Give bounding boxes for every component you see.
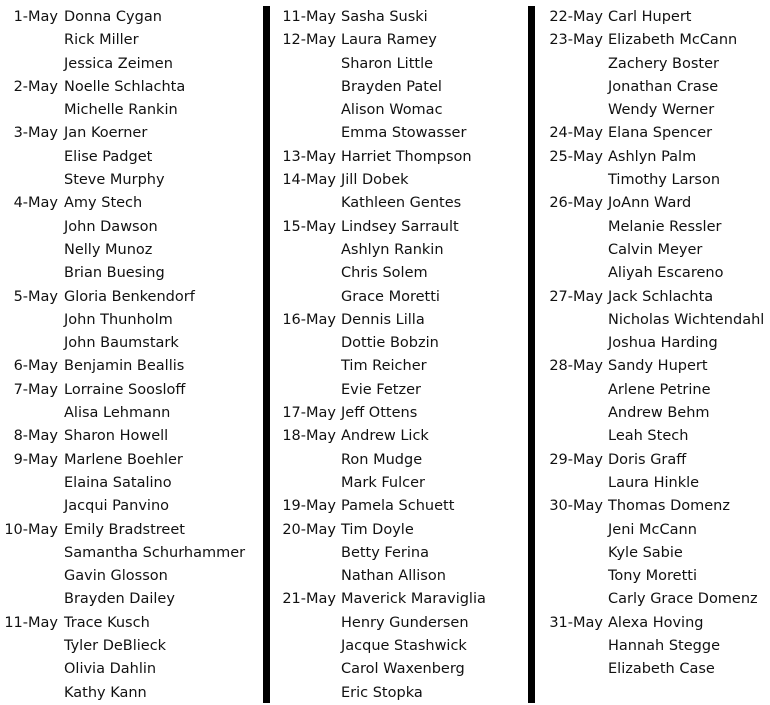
list-item	[270, 472, 528, 495]
list-item	[0, 472, 258, 495]
person-name: Evie Fetzer	[341, 381, 421, 398]
date-label: 23-May	[549, 32, 603, 49]
list-item	[270, 495, 528, 518]
person-name: Eric Stopka	[341, 684, 423, 701]
list-item	[270, 99, 528, 122]
list-item	[536, 332, 770, 355]
person-name: Ron Mudge	[341, 451, 423, 468]
list-item	[270, 76, 528, 99]
person-name: Chris Solem	[341, 265, 428, 282]
person-name: Emily Bradstreet	[64, 521, 185, 538]
person-name: Thomas Domenz	[608, 498, 730, 515]
person-name: Grace Moretti	[341, 288, 440, 305]
list-item	[270, 449, 528, 472]
person-name: Tim Doyle	[341, 521, 414, 538]
list-item	[0, 332, 258, 355]
person-name: Noelle Schlachta	[64, 78, 186, 95]
date-label: 21-May	[282, 591, 336, 608]
person-name: Maverick Maraviglia	[341, 591, 486, 608]
date-label: 16-May	[282, 311, 336, 328]
list-item	[270, 53, 528, 76]
person-name: Sasha Suski	[341, 9, 428, 25]
list-item	[536, 122, 770, 145]
person-name: Pamela Schuett	[341, 498, 455, 515]
person-name: Kathy Kann	[64, 684, 147, 701]
list-item	[270, 519, 528, 542]
person-name: Ashlyn Rankin	[341, 241, 444, 258]
list-item	[0, 6, 258, 29]
person-name: Melanie Ressler	[608, 218, 722, 235]
list-item	[270, 565, 528, 588]
person-name: Wendy Werner	[608, 102, 715, 119]
person-name: Tyler DeBlieck	[64, 638, 167, 655]
list-item	[536, 449, 770, 472]
list-column-2	[270, 6, 528, 705]
list-item	[0, 612, 258, 635]
person-name: Steve Murphy	[64, 172, 165, 189]
list-item	[270, 286, 528, 309]
list-item	[536, 216, 770, 239]
list-item	[270, 122, 528, 145]
person-name: Tim Reicher	[341, 358, 427, 375]
person-name: JoAnn Ward	[608, 195, 692, 212]
person-name: Sharon Howell	[64, 428, 169, 445]
list-item	[536, 495, 770, 518]
list-item	[0, 402, 258, 425]
list-item	[536, 29, 770, 52]
person-name: John Baumstark	[64, 335, 179, 352]
list-item	[0, 658, 258, 681]
person-name: Lindsey Sarrault	[341, 218, 459, 235]
list-item	[270, 29, 528, 52]
list-item	[270, 262, 528, 285]
person-name: Amy Stech	[64, 195, 143, 212]
list-item	[536, 379, 770, 402]
date-label: 4-May	[13, 195, 58, 212]
list-item	[0, 309, 258, 332]
list-item	[0, 262, 258, 285]
list-item	[0, 192, 258, 215]
list-item	[536, 472, 770, 495]
date-label: 27-May	[549, 288, 603, 305]
date-label: 25-May	[549, 148, 603, 165]
person-name: Nelly Munoz	[64, 241, 153, 258]
person-name: Nathan Allison	[341, 568, 446, 585]
person-name: Nicholas Wichtendahl	[608, 311, 765, 328]
list-item	[536, 402, 770, 425]
list-item	[270, 542, 528, 565]
date-label: 20-May	[282, 521, 336, 538]
list-item	[536, 262, 770, 285]
person-name: Jacqui Panvino	[64, 498, 170, 515]
person-name: Brian Buesing	[64, 265, 165, 282]
person-name: Ashlyn Palm	[608, 148, 697, 165]
list-item	[0, 495, 258, 518]
list-item	[536, 658, 770, 681]
person-name: Jack Schlachta	[608, 288, 714, 305]
person-name: Brayden Dailey	[64, 591, 175, 608]
date-label: 17-May	[282, 405, 336, 422]
person-name: Mark Fulcer	[341, 474, 425, 491]
list-item	[0, 216, 258, 239]
person-name: Andrew Lick	[341, 428, 429, 445]
person-name: Carly Grace Domenz	[608, 591, 758, 608]
date-label: 30-May	[549, 498, 603, 515]
person-name: Betty Ferina	[341, 544, 429, 561]
list-item	[270, 588, 528, 611]
list-item	[0, 76, 258, 99]
date-label: 8-May	[13, 428, 58, 445]
date-label: 9-May	[13, 451, 58, 468]
list-item	[536, 76, 770, 99]
person-name: Benjamin Beallis	[64, 358, 185, 375]
person-name: Jonathan Crase	[608, 78, 719, 95]
list-item	[270, 402, 528, 425]
person-name: Samantha Schurhammer	[64, 544, 246, 561]
list-item	[536, 355, 770, 378]
list-item	[270, 239, 528, 262]
list-item	[270, 379, 528, 402]
list-item	[536, 425, 770, 448]
list-item	[270, 612, 528, 635]
list-item	[270, 332, 528, 355]
list-item	[536, 309, 770, 332]
person-name: Alison Womac	[341, 102, 443, 119]
person-name: Gloria Benkendorf	[64, 288, 195, 305]
date-label: 31-May	[549, 614, 603, 631]
person-name: Henry Gundersen	[341, 614, 469, 631]
list-item	[536, 99, 770, 122]
list-item	[0, 122, 258, 145]
list-item	[0, 682, 258, 705]
list-item	[536, 565, 770, 588]
date-label: 7-May	[13, 381, 58, 398]
person-name: Gavin Glosson	[64, 568, 168, 585]
person-name: Andrew Behm	[608, 405, 710, 422]
person-name: Doris Graff	[608, 451, 687, 468]
person-name: Elaina Satalino	[64, 474, 172, 491]
person-name: Elise Padget	[64, 148, 153, 165]
person-name: Jacque Stashwick	[341, 638, 467, 655]
person-name: Elizabeth McCann	[608, 32, 738, 49]
date-label: 14-May	[282, 172, 336, 189]
list-item	[0, 99, 258, 122]
person-name: Emma Stowasser	[341, 125, 467, 142]
person-name: Dennis Lilla	[341, 311, 425, 328]
person-name: Dottie Bobzin	[341, 335, 439, 352]
person-name: Jill Dobek	[341, 172, 409, 189]
date-label: 3-May	[13, 125, 58, 142]
list-item	[536, 239, 770, 262]
list-item	[0, 286, 258, 309]
person-name: Arlene Petrine	[608, 381, 711, 398]
date-label: 11-May	[4, 614, 58, 631]
list-item	[536, 635, 770, 658]
date-label: 22-May	[549, 9, 603, 25]
person-name: Hannah Stegge	[608, 638, 720, 655]
person-name: Timothy Larson	[608, 172, 721, 189]
person-name: Zachery Boster	[608, 55, 719, 72]
date-label: 28-May	[549, 358, 603, 375]
date-label: 5-May	[13, 288, 58, 305]
list-item	[0, 169, 258, 192]
list-item	[270, 635, 528, 658]
list-item	[270, 192, 528, 215]
person-name: John Dawson	[64, 218, 158, 235]
list-item	[536, 286, 770, 309]
list-item	[0, 53, 258, 76]
list-item	[270, 146, 528, 169]
person-name: Rick Miller	[64, 32, 139, 49]
person-name: Leah Stech	[608, 428, 689, 445]
person-name: Joshua Harding	[608, 335, 718, 352]
list-item	[270, 309, 528, 332]
list-item	[536, 588, 770, 611]
date-label: 6-May	[13, 358, 58, 375]
person-name: Carl Hupert	[608, 9, 692, 25]
person-name: Calvin Meyer	[608, 241, 703, 258]
person-name: Carol Waxenberg	[341, 661, 465, 678]
person-name: Sandy Hupert	[608, 358, 708, 375]
date-label: 10-May	[4, 521, 58, 538]
person-name: Donna Cygan	[64, 9, 162, 25]
list-item	[270, 355, 528, 378]
person-name: Laura Hinkle	[608, 474, 700, 491]
person-name: Jeff Ottens	[341, 405, 418, 422]
person-name: Kathleen Gentes	[341, 195, 462, 212]
list-item	[536, 146, 770, 169]
list-item	[0, 635, 258, 658]
list-item	[0, 146, 258, 169]
person-name: Elizabeth Case	[608, 661, 715, 678]
list-item	[270, 6, 528, 29]
person-name: John Thunholm	[64, 311, 173, 328]
list-item	[0, 29, 258, 52]
date-label: 19-May	[282, 498, 336, 515]
column-divider	[528, 6, 535, 703]
date-label: 1-May	[13, 9, 58, 25]
person-name: Olivia Dahlin	[64, 661, 157, 678]
person-name: Alisa Lehmann	[64, 405, 171, 422]
list-item	[0, 588, 258, 611]
date-label: 12-May	[282, 32, 336, 49]
list-item	[270, 658, 528, 681]
list-item	[270, 682, 528, 705]
list-item	[536, 519, 770, 542]
date-label: 29-May	[549, 451, 603, 468]
list-item	[536, 542, 770, 565]
person-name: Laura Ramey	[341, 32, 437, 49]
person-name: Jessica Zeimen	[64, 55, 173, 72]
column-divider	[263, 6, 270, 703]
date-label: 13-May	[282, 148, 336, 165]
person-name: Jeni McCann	[608, 521, 697, 538]
list-item	[0, 355, 258, 378]
date-label: 11-May	[282, 9, 336, 25]
date-label: 18-May	[282, 428, 336, 445]
person-name: Lorraine Soosloff	[64, 381, 186, 398]
person-name: Aliyah Escareno	[608, 265, 724, 282]
list-item	[0, 542, 258, 565]
date-label: 15-May	[282, 218, 336, 235]
person-name: Elana Spencer	[608, 125, 713, 142]
list-column-1	[0, 6, 258, 705]
list-column-3	[536, 6, 770, 682]
person-name: Sharon Little	[341, 55, 434, 72]
person-name: Tony Moretti	[608, 568, 697, 585]
person-name: Kyle Sabie	[608, 544, 683, 561]
person-name: Trace Kusch	[64, 614, 150, 631]
list-item	[0, 425, 258, 448]
person-name: Michelle Rankin	[64, 102, 178, 119]
list-item	[270, 216, 528, 239]
list-item	[536, 192, 770, 215]
date-label: 26-May	[549, 195, 603, 212]
list-item	[0, 519, 258, 542]
person-name: Harriet Thompson	[341, 148, 472, 165]
list-item	[0, 239, 258, 262]
person-name: Marlene Boehler	[64, 451, 183, 468]
list-item	[536, 6, 770, 29]
person-name: Alexa Hoving	[608, 614, 704, 631]
date-label: 24-May	[549, 125, 603, 142]
list-item	[536, 53, 770, 76]
list-item	[270, 425, 528, 448]
person-name: Jan Koerner	[64, 125, 148, 142]
person-name: Brayden Patel	[341, 78, 442, 95]
list-item	[0, 449, 258, 472]
list-item	[270, 169, 528, 192]
list-item	[0, 379, 258, 402]
list-item	[536, 612, 770, 635]
list-item	[536, 169, 770, 192]
date-label: 2-May	[13, 78, 58, 95]
list-item	[0, 565, 258, 588]
